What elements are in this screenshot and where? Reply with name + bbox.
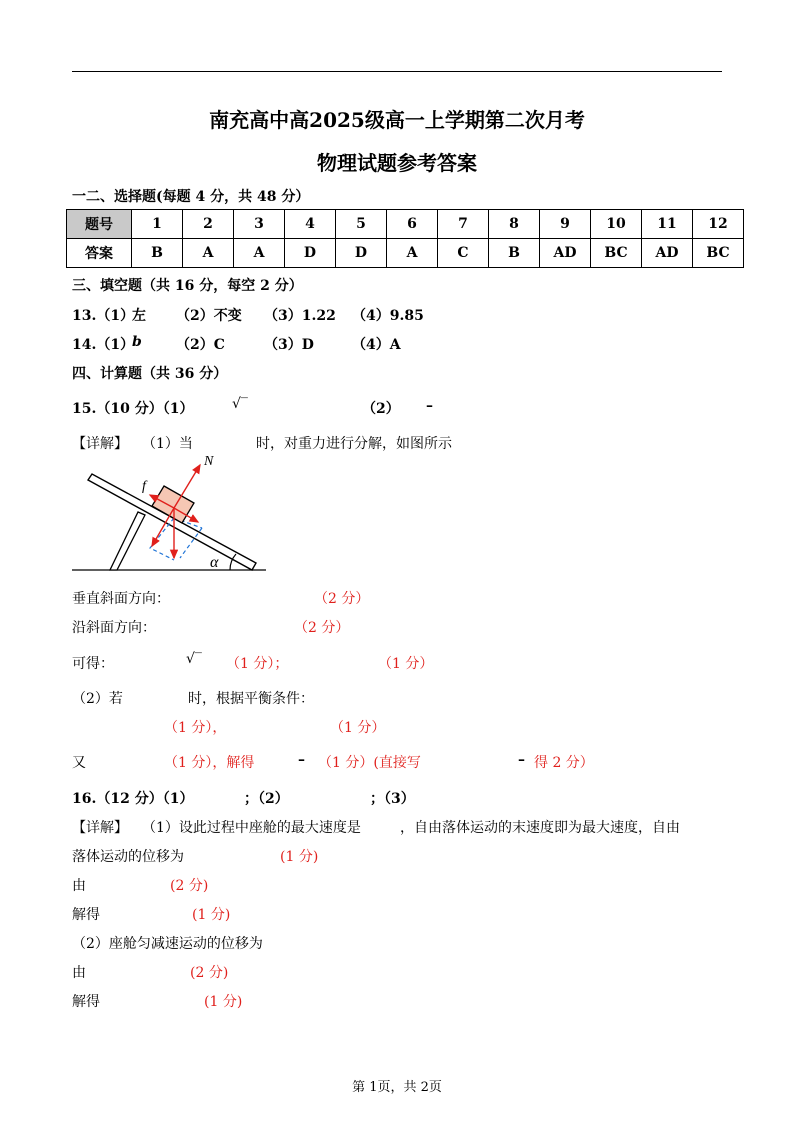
answer-table	[66, 209, 744, 268]
q15-again-label: 又	[72, 755, 86, 771]
q13-answer-1: 左	[132, 308, 146, 324]
table-cell: A	[234, 239, 285, 268]
q16-solve-2-score: (1 分)	[204, 994, 243, 1010]
q15-sqrt-symbol: √‾	[232, 396, 248, 412]
table-header-row	[67, 210, 744, 239]
q15-detail-text-2: 时，对重力进行分解，如图所示	[256, 436, 452, 452]
q16-part2: （2）座舱匀减速运动的位移为	[72, 936, 263, 952]
table-cell: C	[438, 239, 489, 268]
q15-along-score: （2 分）	[294, 620, 350, 636]
table-cell: AD	[540, 239, 591, 268]
table-cell: BC	[591, 239, 642, 268]
q15-again-end: 得 2 分）	[534, 755, 594, 771]
q15-get-label: 可得：	[72, 656, 114, 672]
q15-p2-score-2: （1 分）	[330, 720, 386, 736]
label-alpha: α	[210, 554, 219, 571]
table-cell: 题号	[67, 210, 132, 239]
incline-force-diagram	[70, 450, 270, 575]
q15-detail-text-1: （1）当	[142, 436, 193, 452]
table-cell: 10	[591, 210, 642, 239]
q14-answer-4: （4）A	[352, 337, 401, 353]
section-fill-heading: 三、填空题（共 16 分，每空 2 分）	[72, 278, 303, 294]
q16-by-1-score: (2 分)	[170, 878, 209, 894]
q15-again-dash: –	[298, 752, 305, 768]
table-cell: AD	[642, 239, 693, 268]
q16-by-2: 由	[72, 965, 86, 981]
support-leg	[110, 512, 145, 570]
q13-answer-3: （3）1.22	[264, 308, 336, 324]
q15-part2-label: （2）	[362, 401, 400, 417]
page-footer: 第 1页，共 2页	[352, 1080, 442, 1095]
table-cell: 7	[438, 210, 489, 239]
q15-get-score-1: （1 分）；	[226, 656, 289, 672]
page-subtitle: 物理试题参考答案	[317, 151, 477, 175]
table-cell: 答案	[67, 239, 132, 268]
q13-number: 13.（1）	[72, 308, 135, 324]
q16-line2: 落体运动的位移为	[72, 849, 184, 865]
q15-again-dash-2: –	[518, 752, 525, 768]
q16-sep-1: ；（2）	[244, 791, 289, 807]
table-cell: 5	[336, 210, 387, 239]
table-cell: 1	[132, 210, 183, 239]
table-cell: 9	[540, 210, 591, 239]
q15-p2-text-2: 时，根据平衡条件：	[188, 691, 314, 707]
q14-number: 14.（1）	[72, 337, 135, 353]
q15-along-label: 沿斜面方向：	[72, 620, 156, 636]
q14-answer-3: （3）D	[264, 337, 314, 353]
q16-detail-text-2: ，自由落体运动的末速度即为最大速度，自由	[400, 820, 680, 836]
q15-again-score	[164, 752, 254, 772]
q16-solve-1: 解得	[72, 907, 100, 923]
q16-by-1: 由	[72, 878, 86, 894]
q16-by-2-score: (2 分)	[190, 965, 229, 981]
section-choice-heading: 一二、选择题(每题 4 分，共 48 分）	[72, 189, 310, 205]
q15-get-sqrt: √‾	[186, 651, 202, 667]
q15-detail-label: 【详解】	[72, 436, 128, 452]
table-cell: 4	[285, 210, 336, 239]
table-cell: 12	[693, 210, 744, 239]
label-N: N	[204, 454, 214, 469]
table-cell: A	[183, 239, 234, 268]
q16-heading: 16.（12 分）（1）	[72, 791, 194, 807]
q16-line2-score: (1 分)	[280, 849, 319, 865]
incline-board	[88, 474, 256, 570]
q15-get-score-2: （1 分）	[378, 656, 434, 672]
q13-answer-2: （2）不变	[176, 308, 242, 324]
table-cell: 2	[183, 210, 234, 239]
q15-heading: 15.（10 分）（1）	[72, 401, 194, 417]
q15-perp-label: 垂直斜面方向：	[72, 591, 170, 607]
section-calc-heading: 四、计算题（共 36 分）	[72, 366, 228, 382]
table-cell: B	[132, 239, 183, 268]
q16-detail-label: 【详解】	[72, 820, 128, 836]
q15-perp-score: （2 分）	[314, 591, 370, 607]
page-title: 南充高中高2025级高一上学期第二次月考	[209, 108, 585, 132]
label-f: f	[142, 479, 146, 494]
q16-detail-text: （1）设此过程中座舱的最大速度是	[142, 820, 361, 836]
q14-answer-2: （2）C	[176, 337, 225, 353]
q16-solve-2: 解得	[72, 994, 100, 1010]
table-cell: B	[489, 239, 540, 268]
q15-p2-text-1: （2）若	[72, 691, 123, 707]
q16-solve-1-score: (1 分)	[192, 907, 231, 923]
q15-again-score-2: （1 分）(直接写	[318, 755, 421, 771]
table-cell: D	[285, 239, 336, 268]
table-cell: 11	[642, 210, 693, 239]
q13-answer-4: （4）9.85	[352, 308, 424, 324]
table-answer-row	[67, 239, 744, 268]
table-cell: BC	[693, 239, 744, 268]
table-cell: D	[336, 239, 387, 268]
table-cell: 8	[489, 210, 540, 239]
table-cell: 3	[234, 210, 285, 239]
q15-p2-score-1: （1 分），	[164, 720, 227, 736]
table-cell: 6	[387, 210, 438, 239]
q16-sep-2: ；（3）	[370, 791, 415, 807]
q15-again-score-red: （1 分），解得	[164, 755, 255, 771]
q14-answer-1: b	[132, 334, 142, 350]
q15-part2-dash: –	[426, 398, 433, 414]
table-cell: A	[387, 239, 438, 268]
top-rule	[72, 71, 722, 72]
